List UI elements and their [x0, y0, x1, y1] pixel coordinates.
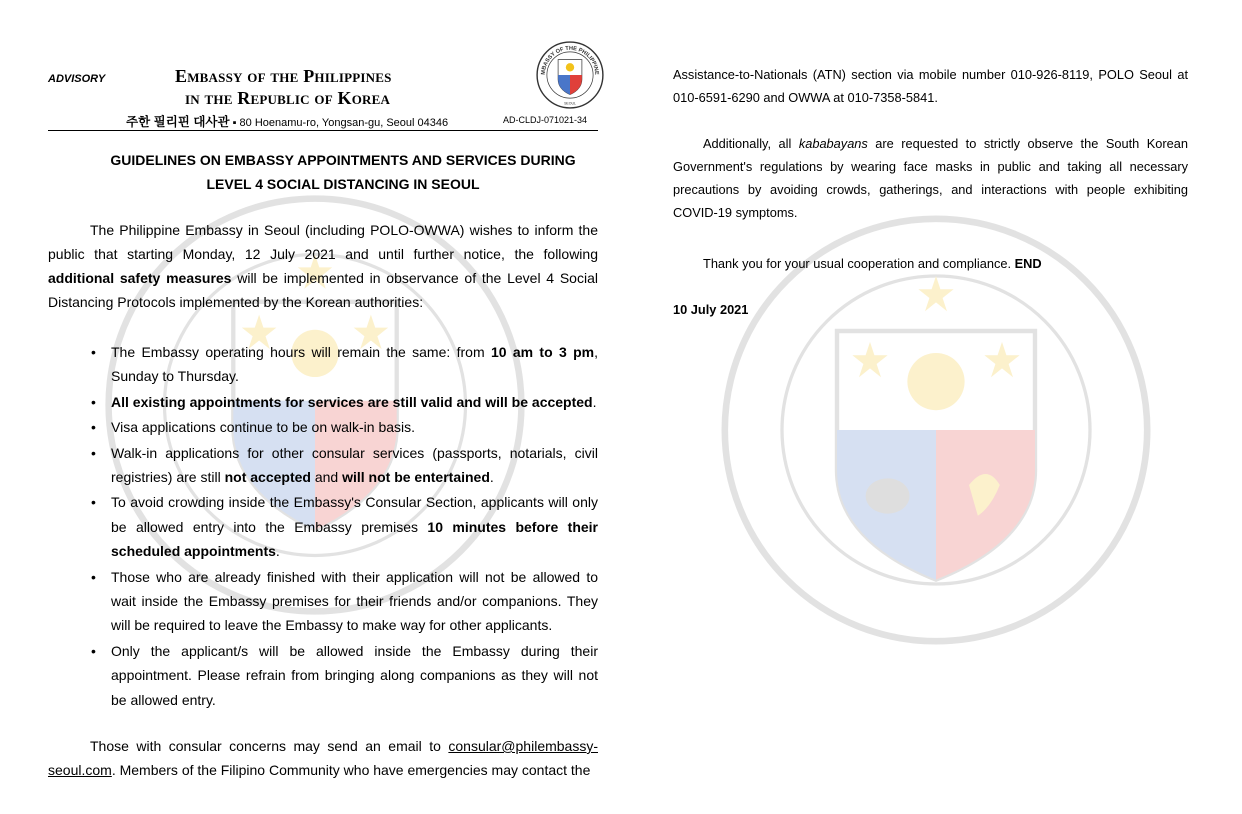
consular-email-link[interactable]: consular@philembassy-seoul.com: [48, 738, 598, 778]
document-page-right: [621, 0, 1242, 814]
contact-continuation: Assistance-to-Nationals (ATN) section via mobile number 010-926-8119, POLO Seoul at 010-6591-6290 and OWWA at 010-7358-5841.: [673, 67, 1188, 105]
bullet-icon: •: [91, 494, 96, 511]
bullet-icon: •: [91, 568, 96, 585]
list-item: • Visa applications continue to be on walk-in basis.: [48, 415, 598, 439]
list-item: • Only the applicant/s will be allowed inside the Embassy during their appointment. Please refrain from bringing along companions as they will not be allowed entry.: [48, 639, 598, 712]
document-title: [48, 148, 621, 196]
list-item: • Those who are already finished with their application will not be allowed to wait inside the Embassy premises for their friends and/or companions. They will be required to leave the Embassy to make way for other applicants.: [48, 565, 598, 638]
header-divider: [48, 130, 598, 131]
address-text: ▪ 80 Hoenamu-ro, Yongsan-gu, Seoul 04346: [229, 117, 449, 129]
embassy-seal-icon: [535, 40, 605, 110]
bullet-icon: •: [91, 444, 96, 461]
intro-bold: additional safety measures: [48, 270, 232, 286]
list-item: • Walk-in applications for other consular services (passports, notarials, civil registries) are still not accepted and will not be entertained.: [48, 441, 598, 490]
korean-embassy-name: 주한 필리핀 대사관: [126, 115, 230, 129]
embassy-name-line2: in the Republic of Korea: [185, 88, 391, 108]
seal-text-top: MBASSY OF THE PHILIPPINE: [540, 45, 600, 76]
safety-measures-list: [48, 340, 598, 713]
intro-text-b: will be implemented in observance of the Level 4 Social Distancing Protocols implemented by the Korean authorities:: [48, 270, 598, 310]
list-item: • All existing appointments for services are still valid and will be accepted.: [48, 390, 598, 414]
title-line2: LEVEL 4 SOCIAL DISTANCING IN SEOUL: [206, 176, 480, 192]
bullet-icon: •: [91, 642, 96, 659]
title-line1: GUIDELINES ON EMBASSY APPOINTMENTS AND SERVICES DURING: [110, 152, 576, 168]
intro-text-a: The Philippine Embassy in Seoul (including POLO-OWWA) wishes to inform the public that starting Monday, 12 July 2021 and until further notice, the following: [48, 222, 598, 262]
bullet-icon: •: [91, 344, 96, 360]
document-date: 10 July 2021: [673, 302, 749, 317]
closing-paragraph: Those with consular concerns may send an email to consular@philembassy-seoul.com. Members of the Filipino Community who have emergencies may contact the: [48, 738, 598, 778]
seal-text-bottom: SEOUL: [564, 101, 576, 106]
bullet-icon: •: [91, 393, 96, 410]
document-code: AD-CLDJ-071021-34: [503, 115, 588, 125]
embassy-name-line1: Embassy of the Philippines: [175, 66, 392, 86]
end-label: END: [1014, 256, 1042, 271]
thanks-paragraph: Thank you for your usual cooperation and compliance. END: [703, 256, 1042, 271]
bullet-icon: •: [91, 419, 96, 436]
embassy-address: [126, 112, 448, 130]
list-item: • To avoid crowding inside the Embassy's Consular Section, applicants will only be allowed entry into the Embassy premises 10 minutes before their scheduled appointments.: [48, 490, 598, 563]
list-item: • The Embassy operating hours will remain the same: from 10 am to 3 pm, Sunday to Thursday.: [48, 340, 598, 389]
advisory-label: ADVISORY: [48, 73, 106, 85]
embassy-seal-watermark-icon: [716, 210, 1156, 650]
additional-paragraph: Additionally, all kababayans are requested to strictly observe the South Korean Government's regulations by wearing face masks in public and taking all necessary precautions by avoiding crowds, gatherings, and interactions with people exhibiting COVID-19 symptoms.: [673, 136, 1188, 220]
intro-paragraph: [48, 218, 598, 314]
